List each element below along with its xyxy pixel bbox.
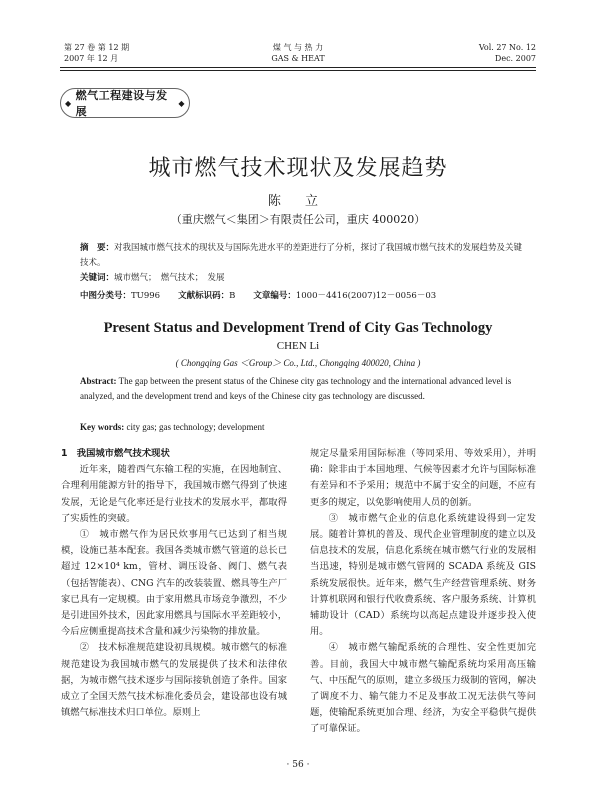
body-paragraph: 近年来，随着西气东输工程的实施，在因地制宜、合理利用能源方针的指导下，我国城市燃气得到了快速发展，无论是气化率还是行业技术的发展水平，都取得了实质性的突破。 [61,464,287,524]
header-volume-en [479,42,536,64]
clc-value: TU996 [131,291,161,301]
header-vol-en: Vol. 27 No. 12 [478,43,536,52]
classification-line [80,289,528,304]
keywords-en [80,420,528,435]
header-date-en: Dec. 2007 [494,54,536,63]
page-number: · 56 · [286,760,310,770]
section-heading: 1 我国城市燃气技术现状 [61,448,170,459]
column-tag-label: 燃气工程建设与发展 [75,89,168,118]
abstract-en-text: The gap between the present status of the Chinese city gas technology and the international advanced level is analyzed, and the development trend and keys of the Chinese city gas technology are discussed. [80,376,512,401]
doc-value: B [229,291,236,301]
article-label: 文章编号： [253,291,296,301]
keywords-en-label: Key words: [80,422,125,432]
keywords-cn [80,271,528,286]
abstract-en [80,374,528,404]
abstract-cn [80,241,528,271]
abstract-en-label: Abstract: [80,376,117,386]
body-paragraph: ① 城市燃气作为居民炊事用气已达到了相当规模，设施已基本配套。我国各类城市燃气管道的总长已超过 12×10⁴ km，管材、调压设备、阀门、燃气表（包括智能表）、CNG 汽车的改装装置、燃具等生产厂家已具有一定规模。由于家用燃具市场竞争激烈，不少是引进国外技术，因此家用燃具与国际水平差距较小，今后应侧重提高技术含量和减少污染物的排放量。 [61,529,287,638]
body-column-left [61,446,287,721]
header-rule-thin [60,70,536,71]
affiliation-en: ( Chongqing Gas ＜Group＞ Co., Ltd., Chongqing 400020, China ) [175,358,421,368]
affiliation-cn: （重庆燃气＜集团＞有限责任公司，重庆 400020） [170,213,426,226]
clc-label: 中图分类号： [80,291,132,301]
body-column-right [310,446,536,738]
doc-label: 文献标识码： [178,291,230,301]
diamond-icon: ◆ [65,98,72,108]
body-paragraph: ④ 城市燃气输配系统的合理性、安全性更加完善。目前，我国大中城市燃气输配系统均采用高压输气、中压配气的原则，建立多级压力级制的管网，解决了调度不力、输气能力不足及事故工况无法供气等问题，使输配系统更加合理、经济，为安全平稳供气提供了可靠保证。 [310,642,536,735]
header-rule-thick [60,67,536,68]
column-tag [60,88,190,118]
abstract-cn-label: 摘 要： [80,243,115,253]
article-title-cn: 城市燃气技术现状及发展趋势 [148,156,448,181]
header-journal-en: GAS & HEAT [271,54,325,63]
keywords-en-text: city gas; gas technology; development [126,422,265,432]
header-journal-cn: 煤 气 与 热 力 [272,43,324,52]
body-paragraph: ③ 城市燃气企业的信息化系统建设得到一定发展。随着计算机的普及、现代企业管理制度的建立以及信息技术的发展，信息化系统在城市燃气行业的发展相当迅速，特别是城市燃气管网的 SCADA 系统及 GIS 系统发展很快。近年来，燃气生产经营管理系统、财务计算机联网和银行代收费系统、客户服务系统、计算机辅助设计（CAD）系统均以高起点建设并逐步投入使用。 [310,512,536,638]
document-code [178,289,235,304]
body-paragraph: 规定尽量采用国际标准（等同采用、等效采用），并明确：除非由于本国地理、气候等因素才允许与国际标准有差异和不予采用；规范中不属于安全的问题，不应有更多的规定，以免影响使用人员的创新。 [310,448,536,508]
abstract-cn-text: 对我国城市燃气技术的现状及与国际先进水平的差距进行了分析，探讨了我国城市燃气技术的发展趋势及关键技术。 [80,243,523,268]
keywords-cn-text: 城市燃气； 燃气技术； 发展 [114,273,225,283]
clc-number [80,289,160,304]
article-title-en: Present Status and Development Trend of City Gas Technology [103,320,493,336]
diamond-icon: ◆ [178,98,185,108]
header-date-line: 2007 年 12 月 [64,54,119,63]
keywords-cn-label: 关键词： [80,273,115,283]
author-en: CHEN Li [276,340,320,352]
body-paragraph: ② 技术标准规范建设初具规模。城市燃气的标准规范建设为我国城市燃气的发展提供了技术和法律依据，为城市燃气技术逐步与国际接轨创造了条件。国家成立了全国天然气技术标准化委员会，建设部也设有城镇燃气标准技术归口单位。原则上 [61,642,287,719]
author-cn: 陈 立 [267,194,329,209]
article-number [253,289,436,304]
article-value: 1000－4416(2007)12－0056－03 [295,291,437,301]
header-volume-line: 第 27 卷 第 12 期 [64,43,130,52]
